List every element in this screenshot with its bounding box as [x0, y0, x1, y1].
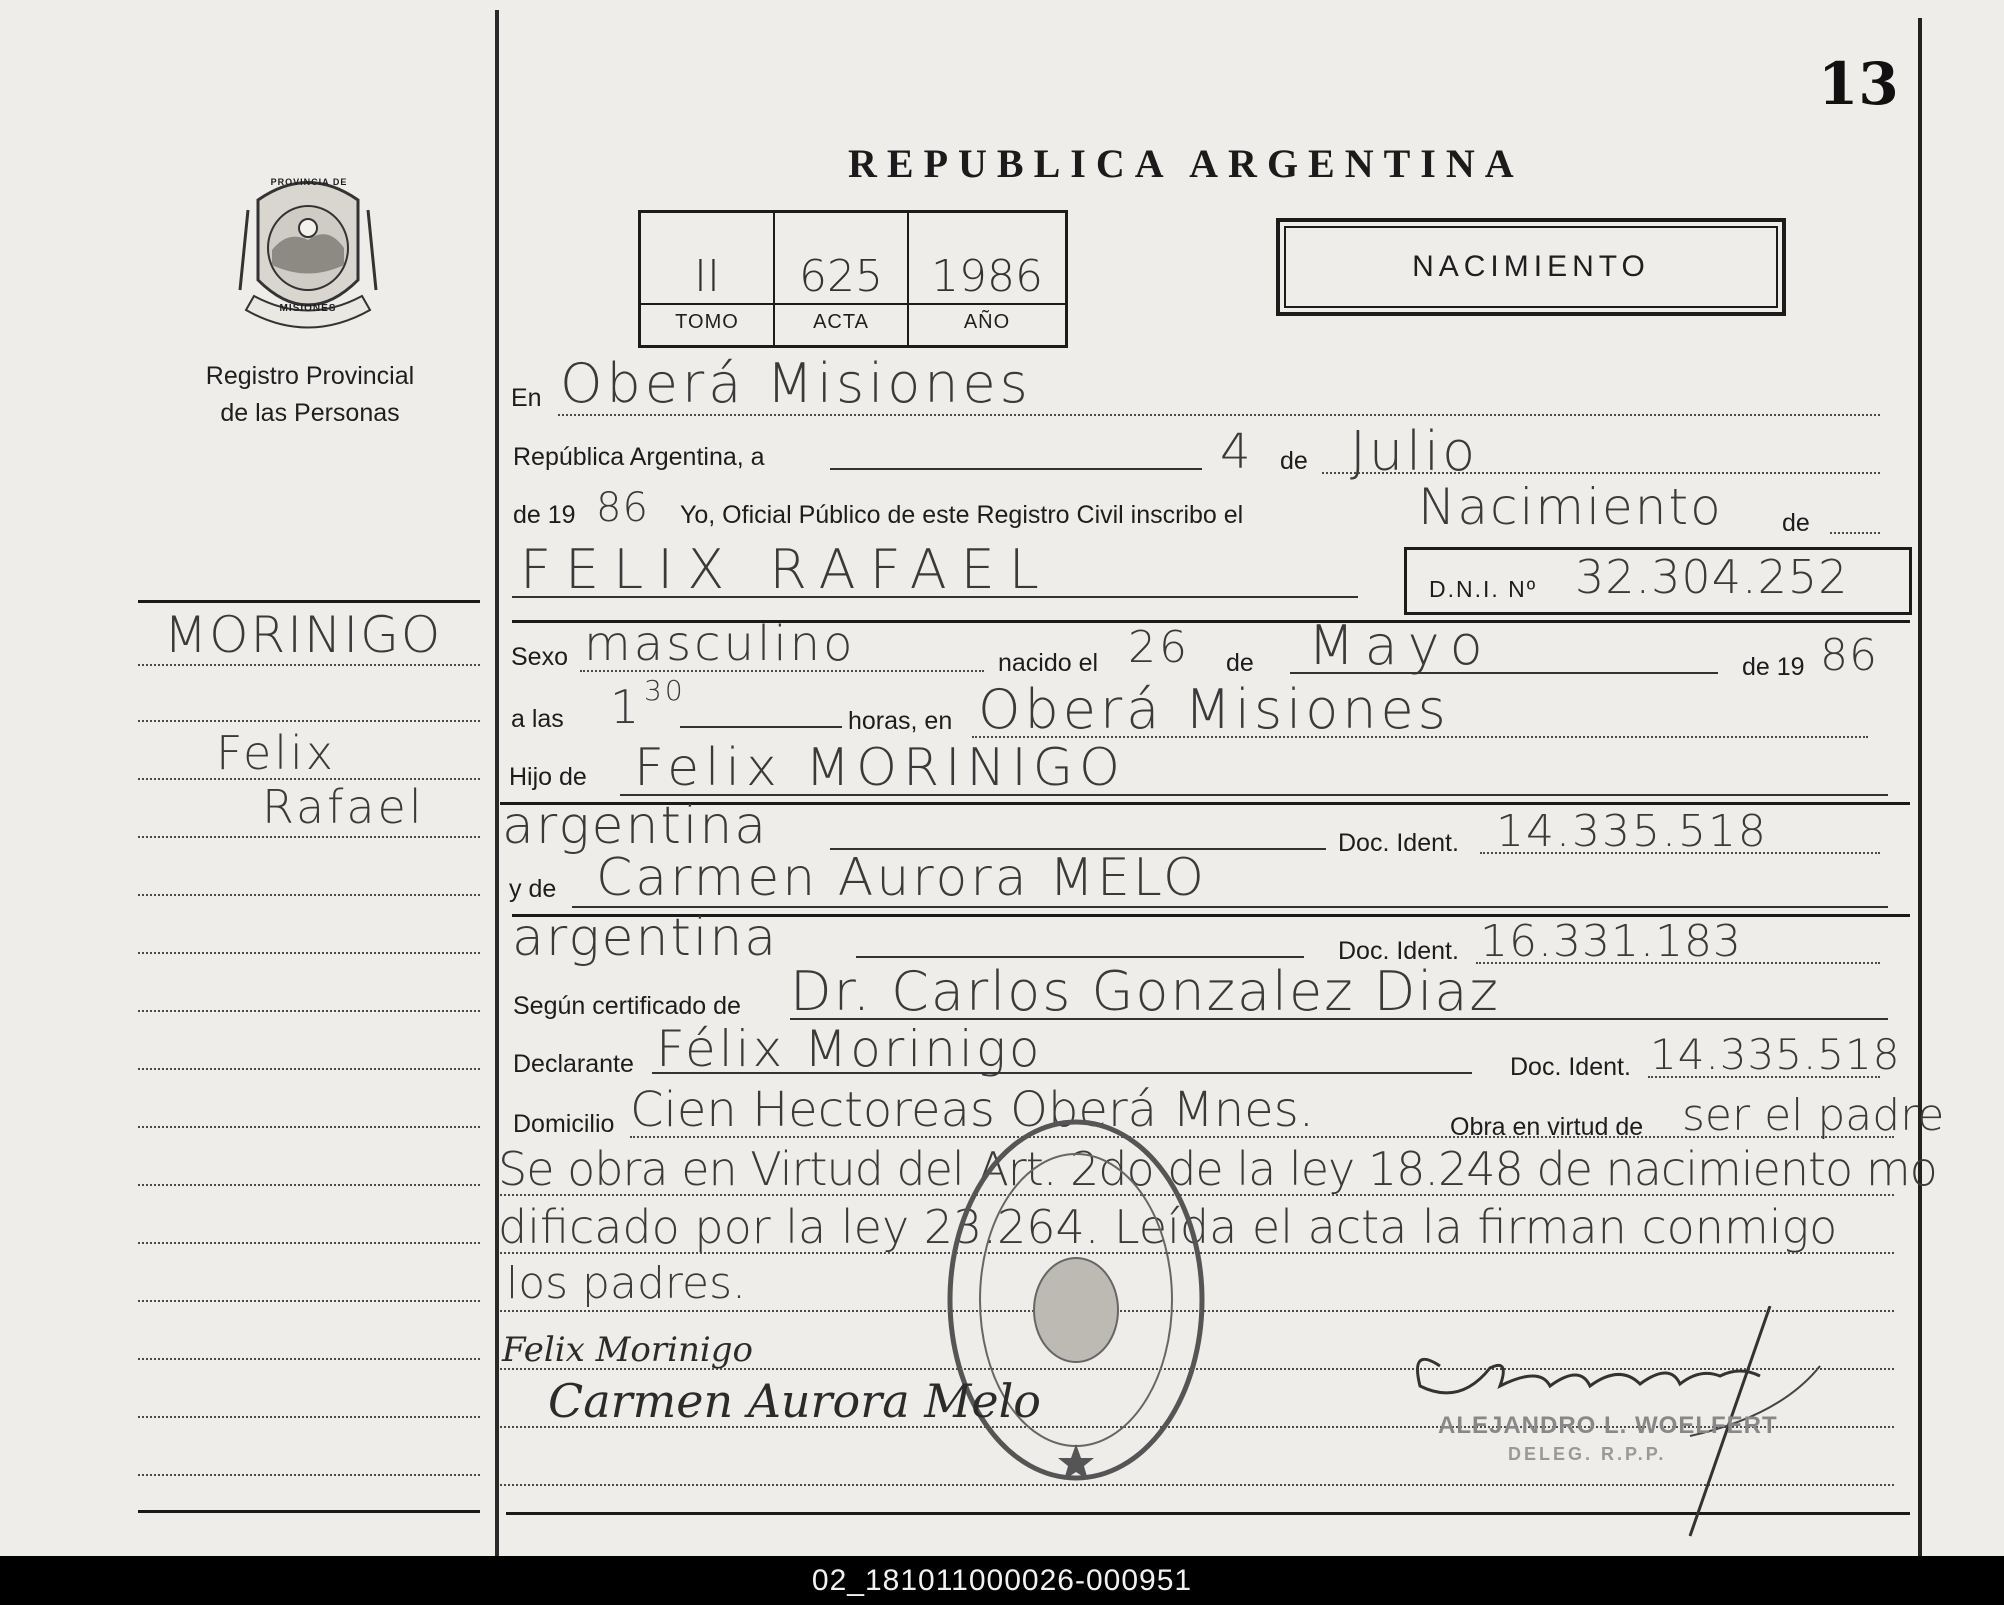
sidebar-line [138, 894, 480, 896]
madre-doc-value: 16.331.183 [1480, 916, 1742, 967]
official-stamp [936, 1110, 1216, 1495]
year-value: 86 [596, 485, 649, 531]
certificado-value: Dr. Carlos Gonzalez Diaz [790, 960, 1500, 1023]
acto-value: Nacimiento [1418, 478, 1723, 536]
record-type-box: NACIMIENTO [1276, 218, 1786, 316]
office-line-1: Registro Provincial [205, 362, 415, 390]
en-label: En [511, 384, 542, 412]
nacido-month: Mayo [1308, 614, 1493, 677]
madre-doc-line [1476, 962, 1880, 964]
doc-label-2: Doc. Ident. [1338, 937, 1459, 965]
month-value: Julio [1350, 420, 1479, 483]
nacido-month-line [1290, 672, 1718, 674]
obra-value: ser el padre [1682, 1090, 1945, 1141]
sidebar-line [138, 720, 480, 722]
dni-box [1404, 547, 1912, 615]
nota-line-1: Se obra en Virtud del Art. 2do de la ley 18.248 de nacimiento mo [498, 1142, 1937, 1196]
obra-label: Obra en virtud de [1450, 1113, 1644, 1141]
de-label: de [1280, 447, 1308, 475]
nacido-label: nacido el [998, 649, 1099, 677]
tomo-label: TOMO [675, 311, 739, 333]
column-divider [495, 10, 499, 1556]
sidebar-top-rule [138, 600, 480, 603]
seal-top-text: PROVINCIA DE [270, 177, 348, 187]
hijo-label: Hijo de [509, 763, 587, 791]
alas-label: a las [511, 705, 564, 733]
hora-line [680, 726, 842, 728]
sidebar-line [138, 664, 480, 666]
en-value: Oberá Misiones [560, 352, 1032, 415]
nota-line-2: dificado por la ley 23.264. Leída el acta la firman conmigo [498, 1200, 1838, 1254]
month-line [1322, 472, 1880, 474]
padre-line [620, 794, 1888, 796]
ano-value: 1986 [931, 251, 1043, 302]
dni-value: 32.304.252 [1575, 550, 1849, 604]
seal-bottom-text: MISIONES [279, 303, 337, 314]
sidebar-line [138, 1300, 480, 1302]
acta-label: ACTA [813, 311, 869, 333]
doc-label-1: Doc. Ident. [1338, 829, 1459, 857]
sidebar-bottom-rule [138, 1510, 480, 1513]
de-label-2: de [1782, 509, 1810, 537]
nota-line-3: los padres. [506, 1258, 746, 1309]
nacido-day: 26 [1128, 622, 1190, 673]
acta-cell [775, 213, 909, 345]
official-title: DELEG. R.P.P. [1508, 1444, 1667, 1464]
nacido-year-value: 86 [1820, 630, 1878, 681]
year-prefix: de 19 [513, 501, 576, 529]
document-title: REPUBLICA ARGENTINA [848, 141, 1524, 186]
ano-label: AÑO [963, 311, 1011, 333]
sexo-line [580, 670, 984, 672]
padre-signature: Felix Morinigo [502, 1330, 753, 1370]
minutos-value: 30 [644, 674, 686, 707]
sidebar-line [138, 1474, 480, 1476]
official-name: ALEJANDRO L. WOELFERT [1438, 1412, 1778, 1439]
registry-caption-rule [641, 303, 1065, 305]
domicilio-value: Cien Hectoreas Oberá Mnes. [630, 1082, 1314, 1138]
acta-value: 625 [799, 251, 883, 302]
declarante-label: Declarante [513, 1050, 634, 1078]
declarante-doc-value: 14.335.518 [1650, 1030, 1901, 1079]
madre-value: Carmen Aurora MELO [596, 848, 1207, 908]
file-id-text: 02_181011000026-000951 [811, 1563, 1193, 1597]
padre-value: Felix MORINIGO [634, 738, 1126, 798]
domicilio-label: Domicilio [513, 1110, 615, 1138]
tomo-cell [641, 213, 775, 345]
horas-label: horas, en [848, 707, 953, 735]
sidebar-line [138, 952, 480, 954]
page-right-border [1918, 18, 1922, 1556]
dni-label: D.N.I. Nº [1429, 576, 1538, 602]
padre-nacionalidad: argentina [502, 796, 769, 856]
declarante-line [652, 1072, 1472, 1074]
sidebar-line [138, 1068, 480, 1070]
madre-nacionalidad: argentina [512, 908, 779, 968]
tomo-value: II [694, 251, 720, 302]
page-number: 13 [1818, 50, 1899, 118]
ano-cell [909, 213, 1065, 345]
sidebar-given-2: Rafael [262, 780, 425, 834]
sidebar-line [138, 1242, 480, 1244]
sidebar-surname: MORINIGO [164, 606, 443, 664]
yde-label: y de [509, 875, 557, 903]
republica-label: República Argentina, a [513, 443, 765, 471]
declarante-value: Félix Morinigo [656, 1020, 1043, 1078]
oficial-text: Yo, Oficial Público de este Registro Civil inscribo el [680, 501, 1244, 529]
doc-label-3: Doc. Ident. [1510, 1053, 1631, 1081]
sidebar-given-1: Felix [216, 726, 337, 780]
name-line [512, 596, 1358, 598]
office-line-2: de las Personas [220, 399, 400, 427]
hora-value: 1 [610, 680, 643, 734]
office-name [150, 358, 470, 432]
day-value: 4 [1220, 424, 1254, 480]
sexo-label: Sexo [511, 643, 568, 671]
nacido-year-prefix: de 19 [1742, 653, 1805, 681]
madre-signature: Carmen Aurora Melo [548, 1374, 1041, 1428]
file-id-bar [0, 1556, 2004, 1605]
acto-line [1830, 532, 1880, 534]
madre-nac-line [856, 956, 1304, 958]
name-value: FELIX RAFAEL [520, 538, 1053, 601]
sidebar-line [138, 1126, 480, 1128]
padre-doc-value: 14.335.518 [1496, 806, 1768, 857]
registry-box [638, 210, 1068, 348]
republica-line [830, 468, 1202, 470]
en-line [558, 414, 1880, 416]
sidebar-line [138, 1184, 480, 1186]
sidebar-line [138, 1010, 480, 1012]
padre-doc-line [1480, 852, 1880, 854]
sidebar-line [138, 1416, 480, 1418]
sidebar-line [138, 1358, 480, 1360]
sexo-value: masculino [584, 616, 856, 672]
domicilio-line [630, 1136, 1894, 1138]
declarante-doc-line [1648, 1076, 1880, 1078]
nacido-de: de [1226, 649, 1254, 677]
lugar-value: Oberá Misiones [978, 678, 1450, 741]
sidebar-line [138, 836, 480, 838]
certificado-label: Según certificado de [513, 992, 741, 1020]
